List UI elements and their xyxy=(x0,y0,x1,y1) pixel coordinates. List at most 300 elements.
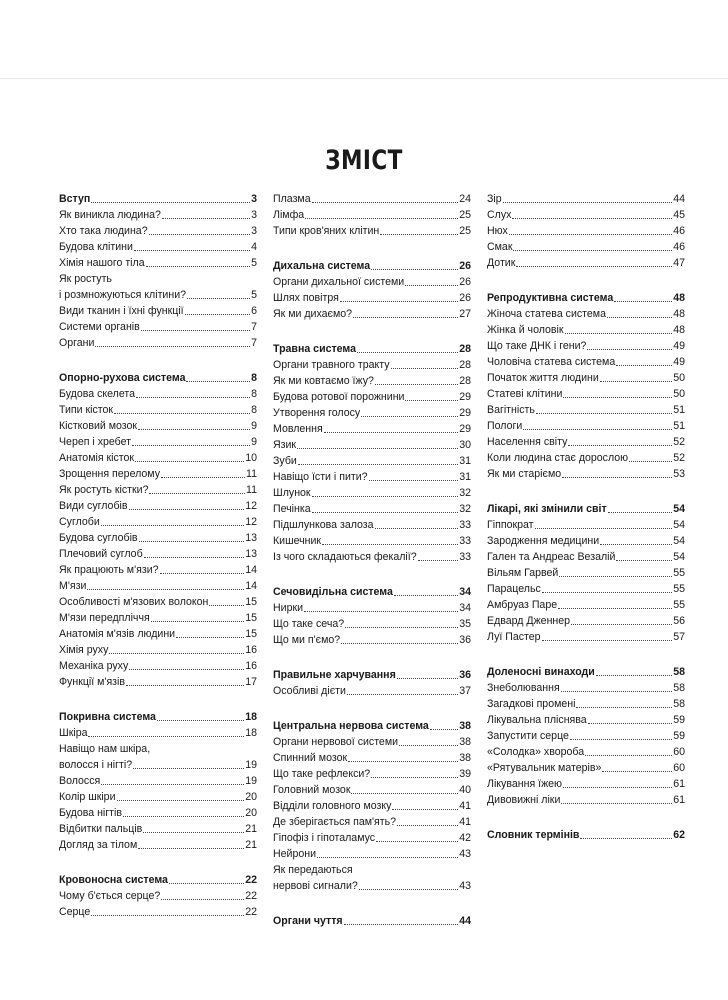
toc-entry-text: Плечовий суглоб xyxy=(59,548,143,560)
toc-entry-text: Парацельс xyxy=(487,583,541,595)
toc-page-number: 22 xyxy=(245,874,257,886)
toc-page-number: 21 xyxy=(245,839,257,851)
toc-entry-text: Як ми старіємо xyxy=(487,468,562,480)
toc-entry[interactable] xyxy=(487,581,685,597)
toc-entry-text: Підшлункова залоза xyxy=(273,519,374,531)
toc-entry[interactable] xyxy=(59,546,257,562)
toc-entry-text: Зір xyxy=(487,193,502,205)
toc-entry[interactable] xyxy=(273,373,471,389)
dot-leader xyxy=(146,263,250,267)
toc-entry-text: Лікувальна пліснява xyxy=(487,714,587,726)
toc-entry-text: Типи кісток xyxy=(59,404,114,416)
toc-entry-text: Гален та Андреас Везалій xyxy=(487,551,616,563)
toc-page-number: 50 xyxy=(673,372,685,384)
toc-entry[interactable] xyxy=(59,741,257,773)
toc-entry-text: Відділи головного мозку xyxy=(273,800,392,812)
toc-entry-text: нервові сигнали? xyxy=(273,880,358,892)
toc-entry[interactable] xyxy=(273,485,471,501)
toc-entry-text: Відбитки пальців xyxy=(59,823,143,835)
toc-entry[interactable] xyxy=(273,632,471,648)
toc-entry[interactable] xyxy=(487,549,685,565)
toc-entry[interactable] xyxy=(273,782,471,798)
toc-section-heading[interactable] xyxy=(273,258,471,274)
toc-entry-text: Лікування їжею xyxy=(487,778,563,790)
toc-entry-text: Як передаються xyxy=(273,864,353,876)
dot-leader xyxy=(376,838,458,842)
toc-page-number: 61 xyxy=(673,794,685,806)
dot-leader xyxy=(375,381,458,385)
toc-entry[interactable] xyxy=(273,306,471,322)
dot-leader xyxy=(141,327,250,331)
toc-entry[interactable] xyxy=(273,734,471,750)
toc-entry-text: Будова ротової порожнини xyxy=(273,391,405,403)
toc-page-number: 17 xyxy=(245,676,257,688)
toc-section-heading[interactable] xyxy=(487,501,685,517)
toc-column-3 xyxy=(487,191,685,862)
toc-entry[interactable] xyxy=(59,562,257,578)
dot-leader xyxy=(138,845,244,849)
toc-entry-text: Кістковий мозок xyxy=(59,420,138,432)
dot-leader xyxy=(91,199,250,203)
toc-entry[interactable] xyxy=(59,255,257,271)
toc-page-number: 32 xyxy=(459,487,471,499)
toc-entry-text: Чому б'ється серце? xyxy=(59,890,161,902)
dot-leader xyxy=(345,624,458,628)
toc-entry[interactable] xyxy=(273,814,471,830)
dot-leader xyxy=(312,199,459,203)
dot-leader xyxy=(405,397,458,401)
toc-entry[interactable] xyxy=(487,680,685,696)
dot-leader xyxy=(602,768,672,772)
dot-leader xyxy=(157,717,244,721)
dot-leader xyxy=(160,570,245,574)
toc-entry[interactable] xyxy=(59,789,257,805)
toc-page-number: 52 xyxy=(673,452,685,464)
toc-page-number: 38 xyxy=(459,720,471,732)
toc-entry-text: Що таке рефлекси? xyxy=(273,768,371,780)
toc-entry[interactable] xyxy=(273,223,471,239)
toc-entry-text: Коли людина стає дорослою xyxy=(487,452,629,464)
toc-entry[interactable] xyxy=(59,725,257,741)
dot-leader xyxy=(129,666,244,670)
toc-page-number: 19 xyxy=(245,759,257,771)
toc-section xyxy=(487,290,685,482)
toc-page-number: 19 xyxy=(245,775,257,787)
toc-entry[interactable] xyxy=(59,482,257,498)
toc-page-number: 38 xyxy=(459,736,471,748)
toc-entry[interactable] xyxy=(59,335,257,351)
toc-entry-text: Хімія нашого тіла xyxy=(59,257,145,269)
dot-leader xyxy=(585,752,672,756)
toc-heading-text: Опорно-рухова система xyxy=(59,372,186,384)
toc-entry[interactable] xyxy=(273,600,471,616)
dot-leader xyxy=(117,797,245,801)
dot-leader xyxy=(353,314,458,318)
toc-entry[interactable] xyxy=(487,207,685,223)
toc-page-number: 5 xyxy=(251,257,257,269)
toc-heading-text: Травна система xyxy=(273,343,357,355)
dot-leader xyxy=(568,442,672,446)
toc-page-number: 33 xyxy=(459,535,471,547)
dot-leader xyxy=(138,426,250,430)
toc-entry[interactable] xyxy=(487,712,685,728)
toc-page-number: 11 xyxy=(246,484,257,496)
dot-leader xyxy=(418,557,459,561)
toc-entry-text: волосся і нігті? xyxy=(59,759,133,771)
dot-leader xyxy=(369,477,459,481)
dot-leader xyxy=(405,282,458,286)
toc-page-number: 52 xyxy=(673,436,685,448)
dot-leader xyxy=(162,215,250,219)
toc-entry[interactable] xyxy=(487,776,685,792)
toc-entry-text: Статеві клітини xyxy=(487,388,563,400)
dot-leader xyxy=(600,378,672,382)
toc-entry-text: Де зберігається пам'ять? xyxy=(273,816,397,828)
toc-entry[interactable] xyxy=(273,501,471,517)
toc-entry[interactable] xyxy=(487,338,685,354)
dot-leader xyxy=(134,247,250,251)
toc-page-number: 35 xyxy=(459,618,471,630)
dot-leader xyxy=(558,605,672,609)
toc-entry-text: Хто така людина? xyxy=(59,225,148,237)
toc-page-number: 26 xyxy=(459,276,471,288)
toc-page-number: 45 xyxy=(673,209,685,221)
toc-page-number: 42 xyxy=(459,832,471,844)
toc-entry[interactable] xyxy=(273,517,471,533)
toc-page-number: 58 xyxy=(673,698,685,710)
toc-page-number: 49 xyxy=(673,356,685,368)
toc-entry[interactable] xyxy=(59,319,257,335)
toc-entry[interactable] xyxy=(487,696,685,712)
toc-page-number: 21 xyxy=(245,823,257,835)
toc-page-number: 41 xyxy=(459,800,471,812)
dot-leader xyxy=(359,886,458,890)
toc-page-number: 15 xyxy=(245,612,257,624)
toc-page-number: 18 xyxy=(245,711,257,723)
toc-page-number: 25 xyxy=(459,209,471,221)
dot-leader xyxy=(101,781,244,785)
toc-entry-text: Будова клітини xyxy=(59,241,133,253)
toc-entry-text: Початок життя людини xyxy=(487,372,599,384)
toc-page-number: 44 xyxy=(673,193,685,205)
toc-section xyxy=(273,913,471,929)
dot-leader xyxy=(136,394,250,398)
toc-entry[interactable] xyxy=(273,437,471,453)
dot-leader xyxy=(588,720,673,724)
toc-entry-text: Спинний мозок xyxy=(273,752,348,764)
toc-section-heading[interactable] xyxy=(273,667,471,683)
toc-entry[interactable] xyxy=(487,565,685,581)
toc-page-number: 57 xyxy=(673,631,685,643)
toc-section-heading[interactable] xyxy=(487,664,685,680)
toc-entry-text: Кишечник xyxy=(273,535,322,547)
toc-entry-text: Навіщо їсти і пити? xyxy=(273,471,368,483)
toc-column-2 xyxy=(273,191,471,948)
toc-entry[interactable] xyxy=(487,450,685,466)
toc-entry[interactable] xyxy=(273,207,471,223)
dot-leader xyxy=(563,394,672,398)
dot-leader xyxy=(132,442,250,446)
toc-page-number: 47 xyxy=(673,257,685,269)
toc-entry[interactable] xyxy=(59,904,257,920)
toc-entry[interactable] xyxy=(59,578,257,594)
toc-entry[interactable] xyxy=(273,453,471,469)
toc-page-number: 13 xyxy=(245,532,257,544)
toc-entry-text: Шкіра xyxy=(59,727,88,739)
dot-leader xyxy=(587,346,672,350)
toc-entry[interactable] xyxy=(59,821,257,837)
toc-entry[interactable] xyxy=(273,766,471,782)
toc-entry[interactable] xyxy=(487,613,685,629)
toc-entry[interactable] xyxy=(487,760,685,776)
toc-page-number: 8 xyxy=(251,372,257,384)
toc-entry[interactable] xyxy=(487,191,685,207)
toc-section-heading[interactable] xyxy=(273,913,471,929)
toc-entry[interactable] xyxy=(59,239,257,255)
toc-entry[interactable] xyxy=(273,421,471,437)
toc-entry[interactable] xyxy=(273,290,471,306)
toc-section-heading[interactable] xyxy=(487,827,685,843)
dot-leader xyxy=(209,602,244,606)
toc-entry[interactable] xyxy=(487,597,685,613)
dot-leader xyxy=(371,774,458,778)
toc-entry[interactable] xyxy=(273,533,471,549)
toc-entry-text: М'язи передпліччя xyxy=(59,612,150,624)
dot-leader xyxy=(123,813,244,817)
toc-entry-text: Нюх xyxy=(487,225,508,237)
toc-entry[interactable] xyxy=(487,255,685,271)
dot-leader xyxy=(341,640,458,644)
toc-entry[interactable] xyxy=(487,322,685,338)
toc-entry[interactable] xyxy=(487,223,685,239)
toc-page-number: 33 xyxy=(459,519,471,531)
toc-section-heading[interactable] xyxy=(487,290,685,306)
dot-leader xyxy=(324,429,458,433)
toc-entry[interactable] xyxy=(59,837,257,853)
dot-leader xyxy=(562,474,672,478)
toc-entry[interactable] xyxy=(487,418,685,434)
toc-page-number: 53 xyxy=(673,468,685,480)
toc-page-number: 48 xyxy=(673,324,685,336)
toc-entry-text: Хімія руху xyxy=(59,644,109,656)
toc-entry[interactable] xyxy=(487,728,685,744)
toc-entry[interactable] xyxy=(59,642,257,658)
toc-page-number: 8 xyxy=(251,404,257,416)
toc-entry[interactable] xyxy=(487,370,685,386)
toc-entry-text: Зародження медицини xyxy=(487,535,600,547)
toc-entry-text: Як ростуть кістки? xyxy=(59,484,149,496)
toc-entry[interactable] xyxy=(59,303,257,319)
toc-entry[interactable] xyxy=(59,888,257,904)
toc-entry[interactable] xyxy=(487,533,685,549)
toc-section-heading[interactable] xyxy=(273,718,471,734)
toc-entry[interactable] xyxy=(59,207,257,223)
toc-entry[interactable] xyxy=(59,674,257,690)
toc-page-number: 49 xyxy=(673,340,685,352)
toc-entry[interactable] xyxy=(59,498,257,514)
dot-leader xyxy=(503,199,673,203)
toc-entry[interactable] xyxy=(59,610,257,626)
dot-leader xyxy=(361,413,458,417)
toc-entry-text: Органи травного тракту xyxy=(273,359,390,371)
toc-page-number: 30 xyxy=(459,439,471,451)
dot-leader xyxy=(371,266,458,270)
toc-page-number: 26 xyxy=(459,292,471,304)
toc-entry[interactable] xyxy=(59,271,257,303)
toc-entry[interactable] xyxy=(273,549,471,565)
toc-column-1 xyxy=(59,191,257,939)
toc-section-heading[interactable] xyxy=(59,191,257,207)
toc-entry[interactable] xyxy=(487,792,685,808)
toc-entry[interactable] xyxy=(487,629,685,645)
toc-entry-text: Анатомія м'язів людини xyxy=(59,628,176,640)
toc-entry[interactable] xyxy=(487,402,685,418)
toc-entry[interactable] xyxy=(59,223,257,239)
dot-leader xyxy=(565,330,673,334)
toc-entry[interactable] xyxy=(487,434,685,450)
toc-section-heading[interactable] xyxy=(59,709,257,725)
toc-section-heading[interactable] xyxy=(273,584,471,600)
toc-entry-text: Головний мозок xyxy=(273,784,351,796)
dot-leader xyxy=(513,247,672,251)
toc-entry[interactable] xyxy=(273,405,471,421)
toc-page-number: 44 xyxy=(459,915,471,927)
toc-entry[interactable] xyxy=(487,744,685,760)
toc-entry[interactable] xyxy=(273,616,471,632)
toc-page-number: 18 xyxy=(245,727,257,739)
toc-entry[interactable] xyxy=(487,517,685,533)
toc-entry[interactable] xyxy=(487,466,685,482)
toc-entry[interactable] xyxy=(273,830,471,846)
toc-entry[interactable] xyxy=(59,805,257,821)
toc-section xyxy=(487,827,685,843)
toc-page-number: 48 xyxy=(673,292,685,304)
toc-entry[interactable] xyxy=(59,594,257,610)
dot-leader xyxy=(95,343,250,347)
toc-entry-text: Суглоби xyxy=(59,516,100,528)
toc-section-heading[interactable] xyxy=(59,872,257,888)
toc-page-number: 48 xyxy=(673,308,685,320)
toc-entry[interactable] xyxy=(59,514,257,530)
toc-page-number: 24 xyxy=(459,193,471,205)
dot-leader xyxy=(357,349,458,353)
toc-entry[interactable] xyxy=(273,862,471,894)
dot-leader xyxy=(101,522,244,526)
toc-entry[interactable] xyxy=(59,418,257,434)
toc-page-number: 28 xyxy=(459,375,471,387)
toc-entry[interactable] xyxy=(487,306,685,322)
toc-entry[interactable] xyxy=(273,389,471,405)
toc-entry[interactable] xyxy=(273,357,471,373)
toc-page-number: 8 xyxy=(251,388,257,400)
toc-entry-text: Едвард Дженнер xyxy=(487,615,571,627)
toc-page-number: 26 xyxy=(459,260,471,272)
toc-section-heading[interactable] xyxy=(59,370,257,386)
toc-section xyxy=(273,341,471,565)
toc-entry[interactable] xyxy=(59,466,257,482)
dot-leader xyxy=(600,541,672,545)
toc-page-number: 37 xyxy=(459,685,471,697)
dot-leader xyxy=(375,525,459,529)
document-page xyxy=(0,79,728,1000)
dot-leader xyxy=(88,733,244,737)
toc-entry-text: Мовлення xyxy=(273,423,323,435)
dot-leader xyxy=(535,525,673,529)
dot-leader xyxy=(149,231,251,235)
toc-entry-text: Особливості м'язових волокон xyxy=(59,596,209,608)
toc-entry[interactable] xyxy=(59,626,257,642)
toc-entry[interactable] xyxy=(59,658,257,674)
toc-entry[interactable] xyxy=(273,846,471,862)
toc-entry-text: Плазма xyxy=(273,193,311,205)
toc-entry[interactable] xyxy=(487,354,685,370)
toc-page-number: 28 xyxy=(459,359,471,371)
toc-entry[interactable] xyxy=(273,274,471,290)
toc-entry[interactable] xyxy=(273,191,471,207)
toc-page-number: 4 xyxy=(251,241,257,253)
dot-leader xyxy=(397,822,458,826)
toc-page-number: 46 xyxy=(673,241,685,253)
toc-entry[interactable] xyxy=(487,386,685,402)
toc-entry[interactable] xyxy=(59,530,257,546)
dot-leader xyxy=(87,586,244,590)
toc-entry-text: Жіноча статева система xyxy=(487,308,606,320)
toc-entry-text: Колір шкіри xyxy=(59,791,116,803)
toc-page-number: 62 xyxy=(673,829,685,841)
toc-entry-text: Нейрони xyxy=(273,848,317,860)
toc-entry-text: Догляд за тілом xyxy=(59,839,138,851)
toc-entry[interactable] xyxy=(59,450,257,466)
toc-entry-text: Зрощення перелому xyxy=(59,468,161,480)
toc-entry[interactable] xyxy=(273,683,471,699)
dot-leader xyxy=(187,295,250,299)
toc-section-heading[interactable] xyxy=(273,341,471,357)
dot-leader xyxy=(161,896,244,900)
toc-page-number: 31 xyxy=(459,471,471,483)
toc-page-number: 7 xyxy=(251,337,257,349)
toc-section xyxy=(59,191,257,351)
toc-page-number: 15 xyxy=(245,628,257,640)
toc-page-number: 34 xyxy=(459,586,471,598)
toc-entry[interactable] xyxy=(273,798,471,814)
dot-leader xyxy=(616,557,672,561)
toc-entry-text: Як ростуть xyxy=(59,273,112,285)
dot-leader xyxy=(512,215,672,219)
dot-leader xyxy=(169,880,244,884)
toc-entry[interactable] xyxy=(59,402,257,418)
toc-entry-text: Як ми дихаємо? xyxy=(273,308,353,320)
toc-page-number: 5 xyxy=(251,289,257,301)
toc-heading-text: Покривна система xyxy=(59,711,156,723)
toc-entry-text: Шлях повітря xyxy=(273,292,339,304)
dot-leader xyxy=(304,608,458,612)
toc-entry-line xyxy=(59,287,257,303)
toc-entry[interactable] xyxy=(487,239,685,255)
toc-page-number: 58 xyxy=(673,682,685,694)
toc-page-number: 16 xyxy=(245,660,257,672)
dot-leader xyxy=(149,490,245,494)
toc-page-number: 60 xyxy=(673,746,685,758)
toc-entry[interactable] xyxy=(59,434,257,450)
toc-entry[interactable] xyxy=(59,386,257,402)
toc-entry[interactable] xyxy=(59,773,257,789)
toc-entry-text: Шлунок xyxy=(273,487,311,499)
toc-heading-text: Органи чуття xyxy=(273,915,343,927)
dot-leader xyxy=(607,314,672,318)
toc-entry[interactable] xyxy=(273,750,471,766)
toc-entry[interactable] xyxy=(273,469,471,485)
toc-entry-text: Будова нігтів xyxy=(59,807,122,819)
